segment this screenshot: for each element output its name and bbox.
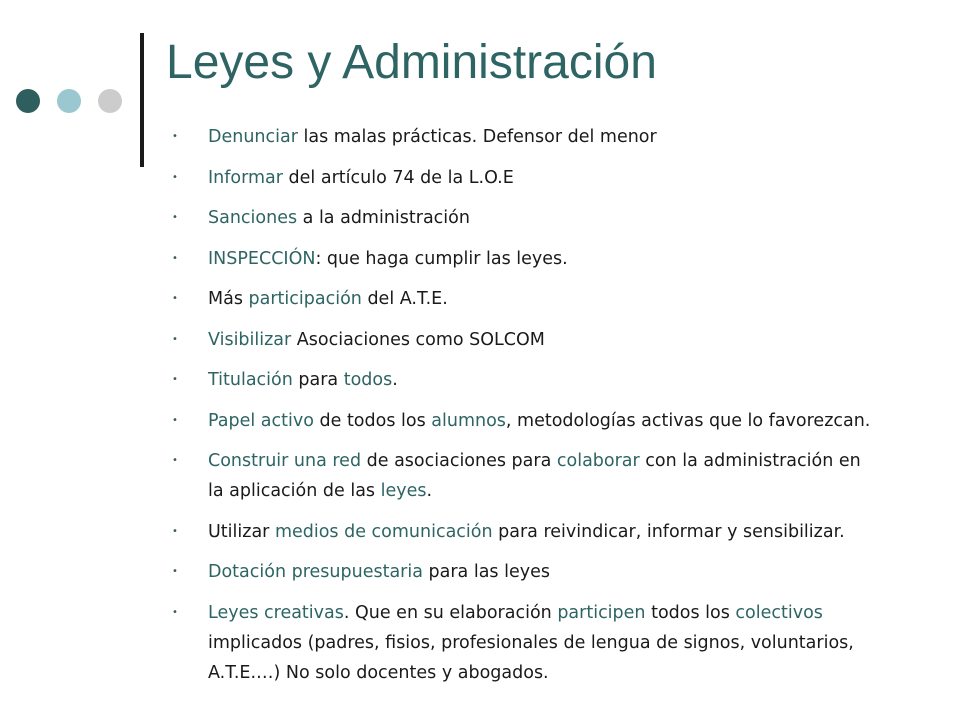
bullet-item — [172, 203, 954, 233]
body-text: la aplicación de las — [208, 481, 381, 501]
body-text: Utilizar — [208, 521, 275, 542]
bullet-line — [208, 365, 954, 395]
highlight-text: Denunciar — [208, 127, 298, 147]
dark-dot-icon — [16, 89, 40, 113]
bullet-line — [208, 557, 954, 587]
highlight-text: todos — [343, 370, 393, 390]
bullet-icon: • — [172, 455, 178, 466]
body-text: con la administración en — [639, 451, 861, 471]
highlight-text: colectivos — [735, 602, 823, 623]
highlight-text: Visibilizar — [208, 329, 292, 350]
body-text: las malas prácticas. Defensor del menor — [297, 127, 657, 147]
body-text: Asociaciones como SOLCOM — [291, 329, 545, 350]
body-text: de asociaciones para — [361, 451, 557, 471]
bullet-item — [172, 517, 954, 547]
highlight-text: medios de comunicación — [274, 521, 493, 542]
bullet-line — [208, 658, 954, 688]
bullet-icon: • — [172, 293, 178, 304]
bullet-icon: • — [172, 252, 178, 264]
body-text: . — [426, 481, 433, 501]
body-text: implicados (padres, fisios, profesionales de lengua de signos, voluntarios, — [208, 632, 854, 653]
bullet-line — [208, 163, 954, 193]
bullet-icon: • — [172, 566, 178, 577]
bullet-item — [172, 598, 954, 688]
highlight-text: Informar — [208, 167, 283, 188]
bullet-line — [208, 598, 954, 628]
bullet-list — [172, 122, 954, 688]
highlight-text: alumnos — [431, 410, 506, 431]
highlight-text: Construir una red — [208, 451, 362, 471]
highlight-text: Leyes creativas — [208, 602, 344, 623]
body-text: . — [392, 370, 398, 390]
bullet-item — [172, 122, 954, 152]
bullet-icon: • — [172, 374, 178, 385]
bullet-item — [172, 406, 954, 436]
bullet-icon: • — [172, 525, 178, 537]
body-text: a la administración — [297, 208, 470, 228]
highlight-text: Titulación — [208, 370, 293, 390]
highlight-text: Dotación presupuestaria — [208, 562, 423, 582]
bullet-line — [208, 244, 954, 274]
bullet-line — [208, 122, 954, 152]
body-text: para las leyes — [422, 562, 550, 582]
bullet-line — [208, 476, 954, 506]
bullet-line — [208, 203, 954, 233]
bullet-icon: • — [172, 171, 178, 183]
highlight-text: INSPECCIÓN — [208, 248, 316, 269]
highlight-text: Papel activo — [208, 410, 314, 431]
body-text: de todos los — [313, 410, 432, 431]
highlight-text: leyes — [380, 481, 427, 501]
body-text: todos los — [645, 602, 736, 623]
bullet-item — [172, 446, 954, 506]
bullet-item — [172, 557, 954, 587]
bullet-item — [172, 365, 954, 395]
body-text: A.T.E.…) No solo docentes y abogados. — [208, 662, 549, 683]
bullet-item — [172, 325, 954, 355]
bullet-line — [208, 628, 954, 658]
bullet-icon: • — [172, 414, 178, 426]
highlight-text: participación — [248, 289, 362, 309]
highlight-text: colaborar — [556, 451, 640, 471]
gray-dot-icon — [98, 89, 122, 113]
bullet-icon: • — [172, 212, 178, 223]
bullet-item — [172, 284, 954, 314]
bullet-icon: • — [172, 131, 178, 142]
bullet-line — [208, 325, 954, 355]
title-divider — [140, 33, 144, 167]
body-text: para reivindicar, informar y sensibilizar. — [492, 521, 845, 542]
slide-title: Leyes y Administración — [166, 36, 657, 89]
highlight-text: Sanciones — [208, 208, 298, 228]
bullet-item — [172, 163, 954, 193]
body-text: . Que en su elaboración — [343, 602, 558, 623]
body-text: Más — [208, 289, 249, 309]
body-text: : que haga cumplir las leyes. — [315, 248, 568, 269]
light-dot-icon — [57, 89, 81, 113]
bullet-icon: • — [172, 333, 178, 345]
bullet-icon: • — [172, 606, 178, 618]
bullet-item — [172, 244, 954, 274]
bullet-line — [208, 446, 954, 476]
body-text: del artículo 74 de la L.O.E — [282, 167, 514, 188]
body-text: , metodologías activas que lo favorezcan. — [505, 410, 871, 431]
body-text: del A.T.E. — [361, 289, 448, 309]
bullet-line — [208, 284, 954, 314]
highlight-text: participen — [557, 602, 646, 623]
bullet-line — [208, 517, 954, 547]
bullet-line — [208, 406, 954, 436]
body-text: para — [292, 370, 344, 390]
